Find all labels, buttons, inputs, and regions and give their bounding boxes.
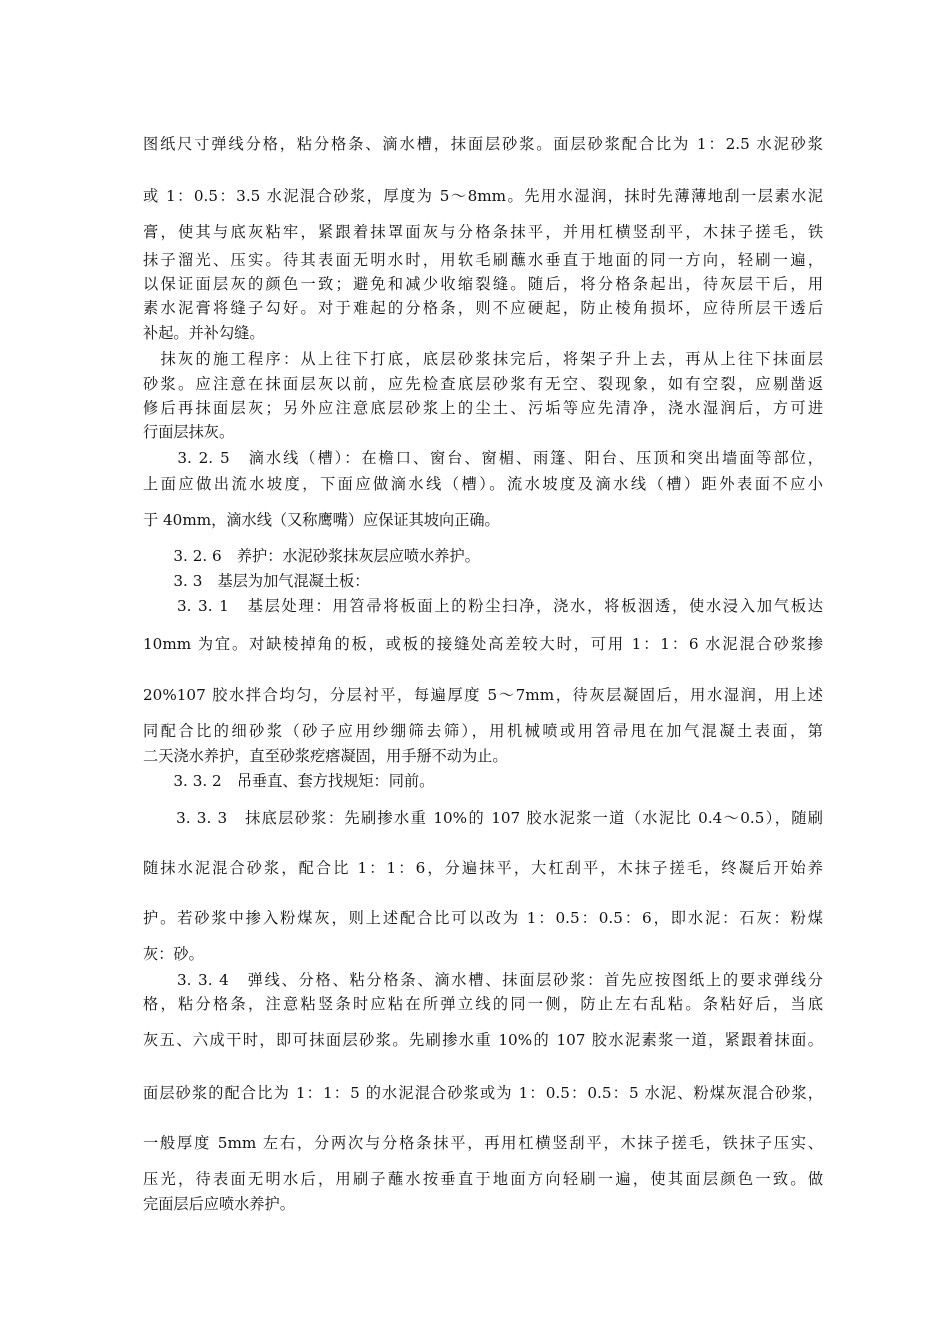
text-line: 抹灰的施工程序：从上往下打底，底层砂浆抹完后，将架子升上去，再从上往下抹面层: [143, 350, 823, 368]
text-line: 素水泥膏将缝子勾好。对于难起的分格条，则不应硬起，防止棱角损坏，应待所层干透后: [143, 299, 823, 317]
text-line: 以保证面层灰的颜色一致；避免和减少收缩裂缝。随后，将分格条起出，待灰层干后，用: [143, 275, 823, 293]
text-line: 抹子溜光、压实。待其表面无明水时，用软毛刷蘸水垂直于地面的同一方向，轻刷一遍，: [143, 251, 823, 269]
text-line: 20%107 胶水拌合均匀，分层衬平，每遍厚度 5～7mm，待灰层凝固后，用水湿润，用上述: [143, 686, 823, 704]
text-line: 格，粘分格条，注意粘竖条时应粘在所弹立线的同一侧，防止左右乱粘。条粘好后，当底: [143, 995, 823, 1013]
text-line: 3. 3. 4 弹线、分格、粘分格条、滴水槽、抹面层砂浆：首先应按图纸上的要求弹线分: [143, 971, 823, 989]
text-line: 灰：砂。: [143, 945, 204, 963]
text-line: 3. 2. 5 滴水线（槽）：在檐口、窗台、窗楣、雨篷、阳台、压顶和突出墙面等部位，: [143, 449, 823, 467]
text-line: 3. 3 基层为加气混凝土板：: [143, 572, 370, 590]
text-line: 3. 3. 3 抹底层砂浆：先刷掺水重 10%的 107 胶水泥浆一道（水泥比 0.4～0.5），随刷: [143, 809, 823, 827]
text-line: 护。若砂浆中掺入粉煤灰，则上述配合比可以改为 1：0.5：0.5：6，即水泥：石灰：粉煤: [143, 909, 823, 927]
text-line: 灰五、六成干时，即可抹面层砂浆。先刷掺水重 10%的 107 胶水泥素浆一道，紧跟着抹面。: [143, 1031, 823, 1049]
text-line: 完面层后应喷水养护。: [143, 1195, 295, 1213]
text-line: 压光，待表面无明水后，用刷子蘸水按垂直于地面方向轻刷一遍，使其面层颜色一致。做: [143, 1170, 823, 1188]
text-line: 图纸尺寸弹线分格，粘分格条、滴水槽，抹面层砂浆。面层砂浆配合比为 1：2.5 水泥砂浆: [143, 135, 823, 153]
text-line: 3. 2. 6 养护：水泥砂浆抹灰层应喷水养护。: [143, 547, 480, 565]
text-line: 上面应做出流水坡度，下面应做滴水线（槽）。流水坡度及滴水线（槽）距外表面不应小: [143, 475, 823, 493]
text-line: 一般厚度 5mm 左右，分两次与分格条抹平，再用杠横竖刮平，木抹子搓毛，铁抹子压实、: [143, 1134, 823, 1152]
text-line: 面层砂浆的配合比为 1：1：5 的水泥混合砂浆或为 1：0.5：0.5：5 水泥、粉煤灰混合砂浆，: [143, 1084, 823, 1102]
text-line: 砂浆。应注意在抹面层灰以前，应先检查底层砂浆有无空、裂现象，如有空裂，应剔凿返: [143, 375, 823, 393]
text-line: 随抹水泥混合砂浆，配合比 1：1：6，分遍抹平，大杠刮平，木抹子搓毛，终凝后开始养: [143, 859, 823, 877]
text-line: 于 40mm，滴水线（又称鹰嘴）应保证其坡向正确。: [143, 511, 500, 529]
text-line: 二天浇水养护，直至砂浆疙瘩凝固，用手掰不动为止。: [143, 747, 508, 765]
text-line: 3. 3. 1 基层处理：用笤帚将板面上的粉尘扫净，浇水，将板洇透，使水浸入加气板达: [143, 597, 823, 615]
text-line: 10mm 为宜。对缺棱掉角的板，或板的接缝处高差较大时，可用 1：1：6 水泥混合砂浆掺: [143, 635, 823, 653]
text-line: 行面层抹灰。: [143, 423, 235, 441]
text-line: 修后再抹面层灰；另外应注意底层砂浆上的尘土、污垢等应先清净，浇水湿润后，方可进: [143, 399, 823, 417]
text-line: 同配合比的细砂浆（砂子应用纱绷筛去筛），用机械喷或用笤帚甩在加气混凝土表面，第: [143, 722, 823, 740]
text-line: 补起。并补勾缝。: [143, 324, 265, 342]
text-line: 或 1：0.5：3.5 水泥混合砂浆，厚度为 5～8mm。先用水湿润，抹时先薄薄地刮一层素水泥: [143, 187, 823, 205]
text-line: 3. 3. 2 吊垂直、套方找规矩：同前。: [143, 772, 435, 790]
text-line: 膏，使其与底灰粘牢，紧跟着抹罩面灰与分格条抹平，并用杠横竖刮平，木抹子搓毛，铁: [143, 223, 823, 241]
